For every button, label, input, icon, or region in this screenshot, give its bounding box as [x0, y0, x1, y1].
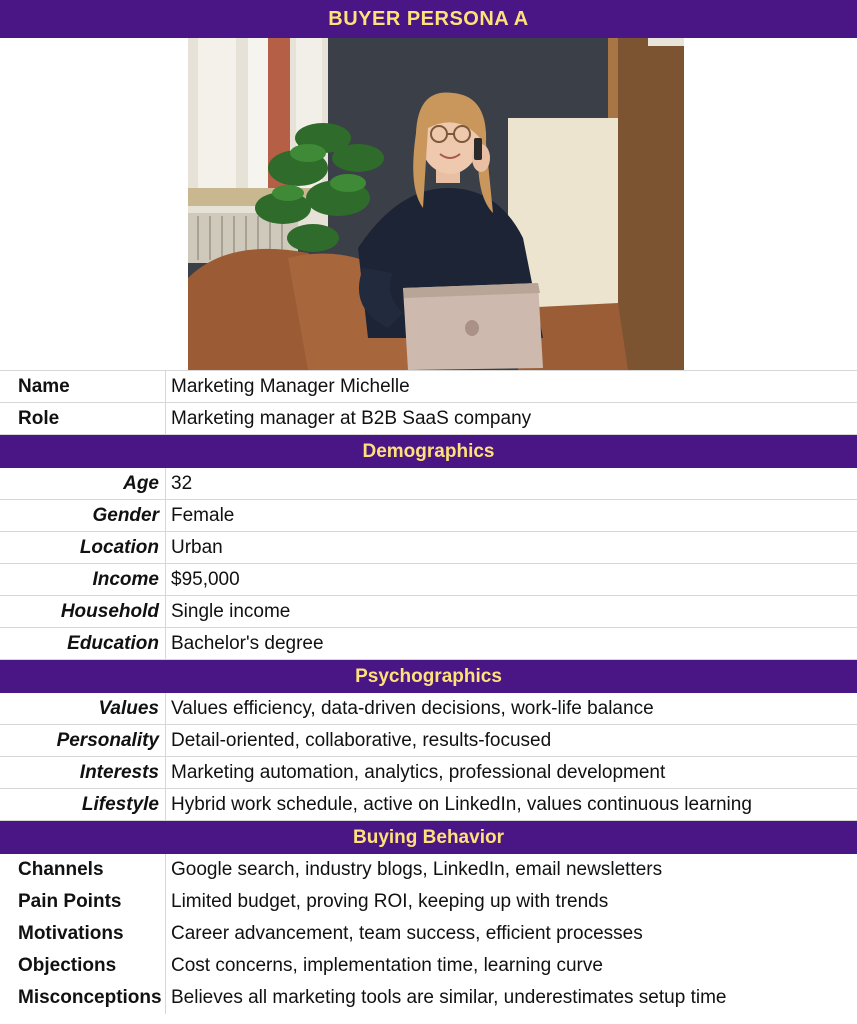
table-row	[0, 468, 857, 500]
row-value: Marketing Manager Michelle	[171, 376, 410, 397]
row-value: $95,000	[171, 569, 240, 590]
row-value: Hybrid work schedule, active on LinkedIn, values continuous learning	[171, 794, 752, 815]
table-row-role	[0, 403, 857, 435]
table-row	[0, 854, 857, 886]
row-label: Location	[0, 532, 166, 563]
row-label: Personality	[0, 725, 166, 756]
row-label: Misconceptions	[0, 982, 166, 1014]
row-value: Detail-oriented, collaborative, results-focused	[171, 730, 552, 751]
persona-photo-illustration	[188, 38, 684, 370]
table-row-name	[0, 371, 857, 403]
row-label: Household	[0, 596, 166, 627]
row-label: Lifestyle	[0, 789, 166, 820]
row-value: Marketing automation, analytics, professional development	[171, 762, 666, 783]
row-label: Income	[0, 564, 166, 595]
row-label: Age	[0, 468, 166, 499]
table-row	[0, 918, 857, 950]
row-label: Name	[0, 371, 166, 402]
row-label: Motivations	[0, 918, 166, 950]
table-row	[0, 596, 857, 628]
row-value: Cost concerns, implementation time, learning curve	[171, 955, 603, 976]
row-label: Education	[0, 628, 166, 659]
section-header-psychographics: Psychographics	[0, 660, 857, 693]
persona-photo	[188, 38, 684, 370]
table-row	[0, 789, 857, 821]
table-row	[0, 757, 857, 789]
table-row	[0, 725, 857, 757]
row-value: Bachelor's degree	[171, 633, 324, 654]
table-row	[0, 950, 857, 982]
row-value: Career advancement, team success, efficient processes	[171, 923, 643, 944]
row-value: Female	[171, 505, 235, 526]
table-row	[0, 628, 857, 660]
photo-row	[0, 38, 857, 371]
table-row	[0, 532, 857, 564]
row-label: Role	[0, 403, 166, 434]
row-value: Google search, industry blogs, LinkedIn, email newsletters	[171, 859, 663, 880]
table-row	[0, 500, 857, 532]
row-value: Marketing manager at B2B SaaS company	[171, 408, 532, 429]
row-value: 32	[171, 473, 193, 494]
row-value: Limited budget, proving ROI, keeping up with trends	[171, 891, 609, 912]
row-value: Single income	[171, 601, 291, 622]
section-header-buying-behavior: Buying Behavior	[0, 821, 857, 854]
row-value: Values efficiency, data-driven decisions, work-life balance	[171, 698, 654, 719]
row-label: Pain Points	[0, 886, 166, 918]
row-value: Urban	[171, 537, 223, 558]
table-row	[0, 886, 857, 918]
row-label: Channels	[0, 854, 166, 886]
table-row	[0, 693, 857, 725]
table-row	[0, 982, 857, 1014]
row-value: Believes all marketing tools are similar, underestimates setup time	[171, 987, 727, 1008]
table-row	[0, 564, 857, 596]
section-header-demographics: Demographics	[0, 435, 857, 468]
row-label: Gender	[0, 500, 166, 531]
persona-title: BUYER PERSONA A	[0, 0, 857, 38]
row-label: Interests	[0, 757, 166, 788]
row-label: Objections	[0, 950, 166, 982]
row-label: Values	[0, 693, 166, 724]
